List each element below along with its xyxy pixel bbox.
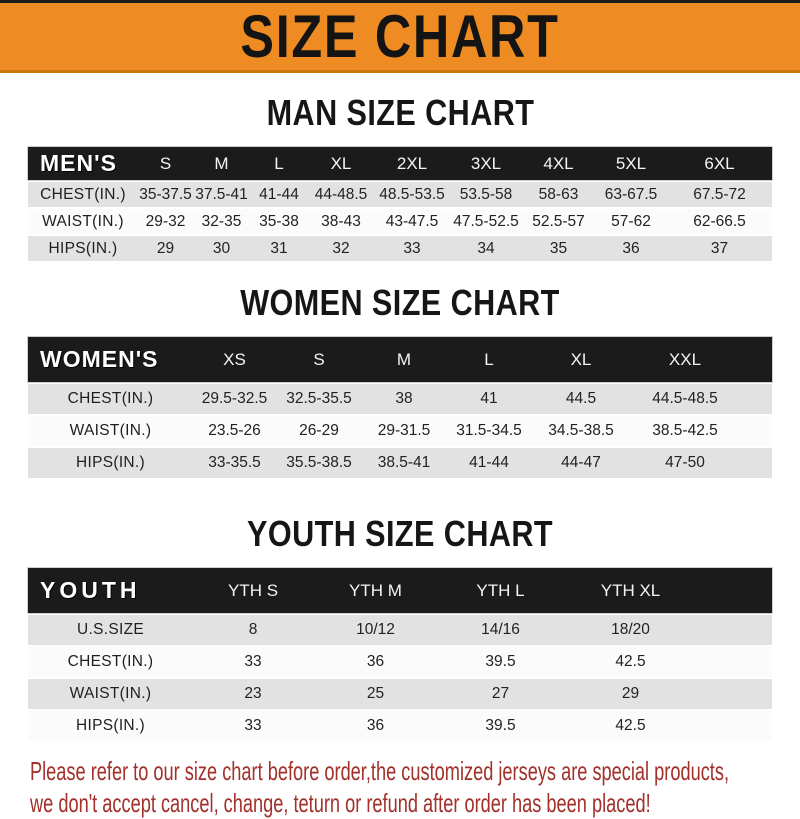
size-column-header: XL [570, 349, 592, 369]
size-value: 43-47.5 [385, 212, 439, 230]
size-value: 33 [244, 653, 262, 670]
table-row [28, 209, 772, 234]
size-value: 57-62 [611, 212, 651, 230]
size-value: 30 [212, 239, 231, 257]
size-value: 25 [366, 685, 385, 702]
row-label: U.S.SIZE [77, 621, 144, 638]
size-value: 23 [244, 685, 262, 702]
row-label: HIPS(IN.) [75, 454, 145, 471]
size-value: 33-35.5 [208, 454, 261, 471]
size-value: 44.5-48.5 [652, 390, 718, 407]
size-column-header: 4XL [543, 153, 574, 173]
table-row [28, 615, 772, 645]
size-value: 47-50 [665, 454, 705, 471]
row-label: CHEST(IN.) [67, 653, 154, 670]
size-value: 39.5 [485, 653, 516, 670]
row-label: CHEST(IN.) [67, 390, 154, 407]
disclaimer-line-2: we don't accept cancel, change, teturn or refund after order has been placed! [30, 788, 651, 818]
youth-table-header [28, 568, 772, 613]
disclaimer-line-1: Please refer to our size chart before order,the customized jerseys are special products, [30, 756, 730, 786]
size-value: 29-31.5 [377, 422, 431, 439]
women-section-title: WOMEN SIZE CHART [240, 282, 560, 323]
table-row [28, 448, 772, 478]
size-column-header: XL [330, 153, 352, 173]
size-column-header: YTH L [476, 580, 525, 600]
size-column-header: M [396, 349, 412, 369]
row-label: HIPS(IN.) [48, 239, 118, 257]
size-value: 26-29 [299, 422, 339, 439]
size-value: 36 [366, 653, 385, 670]
table-row [28, 711, 772, 741]
row-label: HIPS(IN.) [75, 717, 145, 734]
size-column-header: L [274, 153, 284, 173]
men-section-title: MAN SIZE CHART [266, 92, 534, 133]
size-column-header: S [159, 153, 172, 173]
men-table-header [28, 147, 772, 180]
size-value: 38-43 [321, 212, 361, 230]
row-label: WAIST(IN.) [69, 685, 152, 702]
size-column-header: YTH M [349, 580, 402, 600]
table-row [28, 182, 772, 207]
women-table-header [28, 337, 772, 382]
men-size-table [28, 147, 772, 261]
youth-section-heading [0, 513, 800, 554]
women-table-label: WOMEN'S [40, 346, 159, 372]
size-value: 44-47 [561, 454, 601, 471]
size-value: 44.5 [565, 390, 597, 407]
size-value: 10/12 [356, 621, 395, 638]
size-value: 23.5-26 [208, 422, 261, 439]
size-value: 34.5-38.5 [548, 422, 614, 439]
size-column-header: M [214, 153, 229, 173]
size-value: 38.5-41 [377, 454, 431, 471]
size-value: 36 [366, 717, 385, 734]
table-row [28, 416, 772, 446]
size-column-header: XS [223, 349, 246, 369]
size-value: 27 [491, 685, 510, 702]
size-value: 38.5-42.5 [652, 422, 718, 439]
size-column-header: 3XL [470, 153, 502, 173]
size-column-header: L [484, 349, 494, 369]
size-value: 47.5-52.5 [453, 212, 519, 230]
size-column-header: XXL [668, 349, 702, 369]
size-value: 44-48.5 [314, 185, 368, 203]
size-column-header: YTH XL [600, 580, 661, 600]
table-row [28, 679, 772, 709]
size-value: 34 [477, 239, 495, 257]
row-label: WAIST(IN.) [42, 212, 124, 230]
size-value: 14/16 [481, 621, 520, 638]
size-value: 38 [395, 390, 413, 407]
youth-table-label: YOUTH [40, 577, 141, 603]
size-value: 48.5-53.5 [379, 185, 445, 203]
size-value: 29.5-32.5 [201, 390, 268, 407]
size-value: 31 [270, 239, 288, 257]
size-value: 29 [621, 685, 640, 702]
size-value: 32.5-35.5 [286, 390, 352, 407]
men-table-label: MEN'S [40, 150, 117, 176]
size-value: 42.5 [615, 653, 646, 670]
size-value: 31.5-34.5 [456, 422, 522, 439]
size-value: 52.5-57 [532, 212, 585, 230]
size-value: 58-63 [538, 185, 579, 203]
women-size-table [28, 337, 772, 478]
size-value: 41-44 [259, 185, 299, 203]
size-value: 63-67.5 [604, 185, 658, 203]
banner-title: SIZE CHART [240, 2, 560, 70]
size-column-header: 6XL [704, 153, 735, 173]
size-column-header: 5XL [615, 153, 647, 173]
size-value: 35.5-38.5 [286, 454, 352, 471]
youth-section-title: YOUTH SIZE CHART [246, 513, 553, 554]
table-row [28, 647, 772, 677]
size-value: 29 [156, 239, 175, 257]
size-value: 33 [403, 239, 421, 257]
size-value: 35-37.5 [139, 185, 192, 203]
size-value: 35 [549, 239, 568, 257]
size-value: 67.5-72 [693, 185, 746, 203]
size-value: 29-32 [145, 212, 186, 230]
size-chart-banner [0, 0, 800, 73]
size-value: 62-66.5 [693, 212, 746, 230]
size-value: 37 [710, 239, 729, 257]
men-section-heading [0, 92, 800, 133]
disclaimer-note [30, 755, 800, 819]
size-value: 42.5 [615, 717, 646, 734]
size-value: 33 [244, 717, 262, 734]
size-value: 36 [622, 239, 640, 257]
size-value: 53.5-58 [459, 185, 513, 203]
size-column-header: S [313, 349, 325, 369]
youth-size-table [28, 568, 772, 741]
size-value: 41 [480, 390, 498, 407]
size-column-header: 2XL [396, 153, 428, 173]
size-value: 32-35 [201, 212, 242, 230]
table-row [28, 384, 772, 414]
size-value: 8 [248, 621, 258, 638]
size-value: 41-44 [469, 454, 509, 471]
size-value: 37.5-41 [195, 185, 248, 203]
size-column-header: YTH S [227, 580, 279, 600]
row-label: CHEST(IN.) [40, 185, 126, 203]
size-value: 32 [332, 239, 350, 257]
women-section-heading [0, 282, 800, 323]
table-row [28, 236, 772, 261]
size-value: 35-38 [259, 212, 299, 230]
row-label: WAIST(IN.) [69, 422, 152, 439]
size-value: 18/20 [611, 621, 650, 638]
size-value: 39.5 [485, 717, 516, 734]
